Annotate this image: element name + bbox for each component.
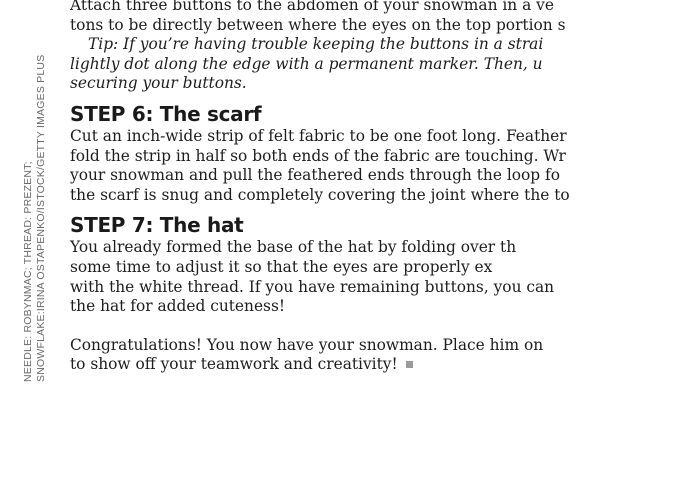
- step-6-line-4: the scarf is snug and completely covering the joint where the to: [70, 185, 570, 204]
- intro-line-1: Attach three buttons to the abdomen of your snowman in a ve: [70, 0, 554, 14]
- step-7-line-2: some time to adjust it so that the eyes are properly ex: [70, 257, 493, 276]
- closing-line-2-text: to show off your teamwork and creativity!: [70, 355, 398, 374]
- tip-line-1: [70, 35, 690, 55]
- closing-line-2: [70, 355, 690, 375]
- closing-line-1: Congratulations! You now have your snowman. Place him on: [70, 335, 544, 354]
- step-6-line-2: fold the strip in half so both ends of the fabric are touching. Wr: [70, 146, 566, 165]
- step-7-line-3: with the white thread. If you have remaining buttons, you can: [70, 277, 555, 296]
- step-7-heading: STEP 7: The hat: [70, 213, 244, 238]
- photo-credit: [22, 22, 62, 382]
- tip-line-2: lightly dot along the edge with a permanent marker. Then, u: [70, 54, 543, 73]
- step-6-heading: STEP 6: The scarf: [70, 101, 262, 126]
- paragraph-spacer: [70, 317, 690, 336]
- tip-line-3: securing your buttons.: [70, 74, 247, 93]
- step-6-line-3: your snowman and pull the feathered ends through the loop fo: [70, 166, 560, 185]
- article-body: [70, 0, 690, 375]
- step-7-line-4: the hat for added cuteness!: [70, 297, 286, 316]
- end-square-icon: [406, 361, 413, 368]
- photo-credit-line-1: NEEDLE: ROBYNMAC; THREAD: PREZENT;: [22, 161, 34, 382]
- step-6-line-1: Cut an inch-wide strip of felt fabric to be one foot long. Feather: [70, 126, 567, 145]
- intro-line-2: tons to be directly between where the eyes on the top portion s: [70, 15, 566, 34]
- tip-line-1-text: If you’re having trouble keeping the buttons in a strai: [118, 35, 544, 54]
- photo-credit-line-2: SNOWFLAKE:IRINA OSTAPENKO/ISTOCK/GETTY IMAGES PLUS: [35, 54, 47, 382]
- step-7-line-1: You already formed the base of the hat by folding over th: [70, 238, 517, 257]
- tip-label: Tip:: [88, 35, 119, 54]
